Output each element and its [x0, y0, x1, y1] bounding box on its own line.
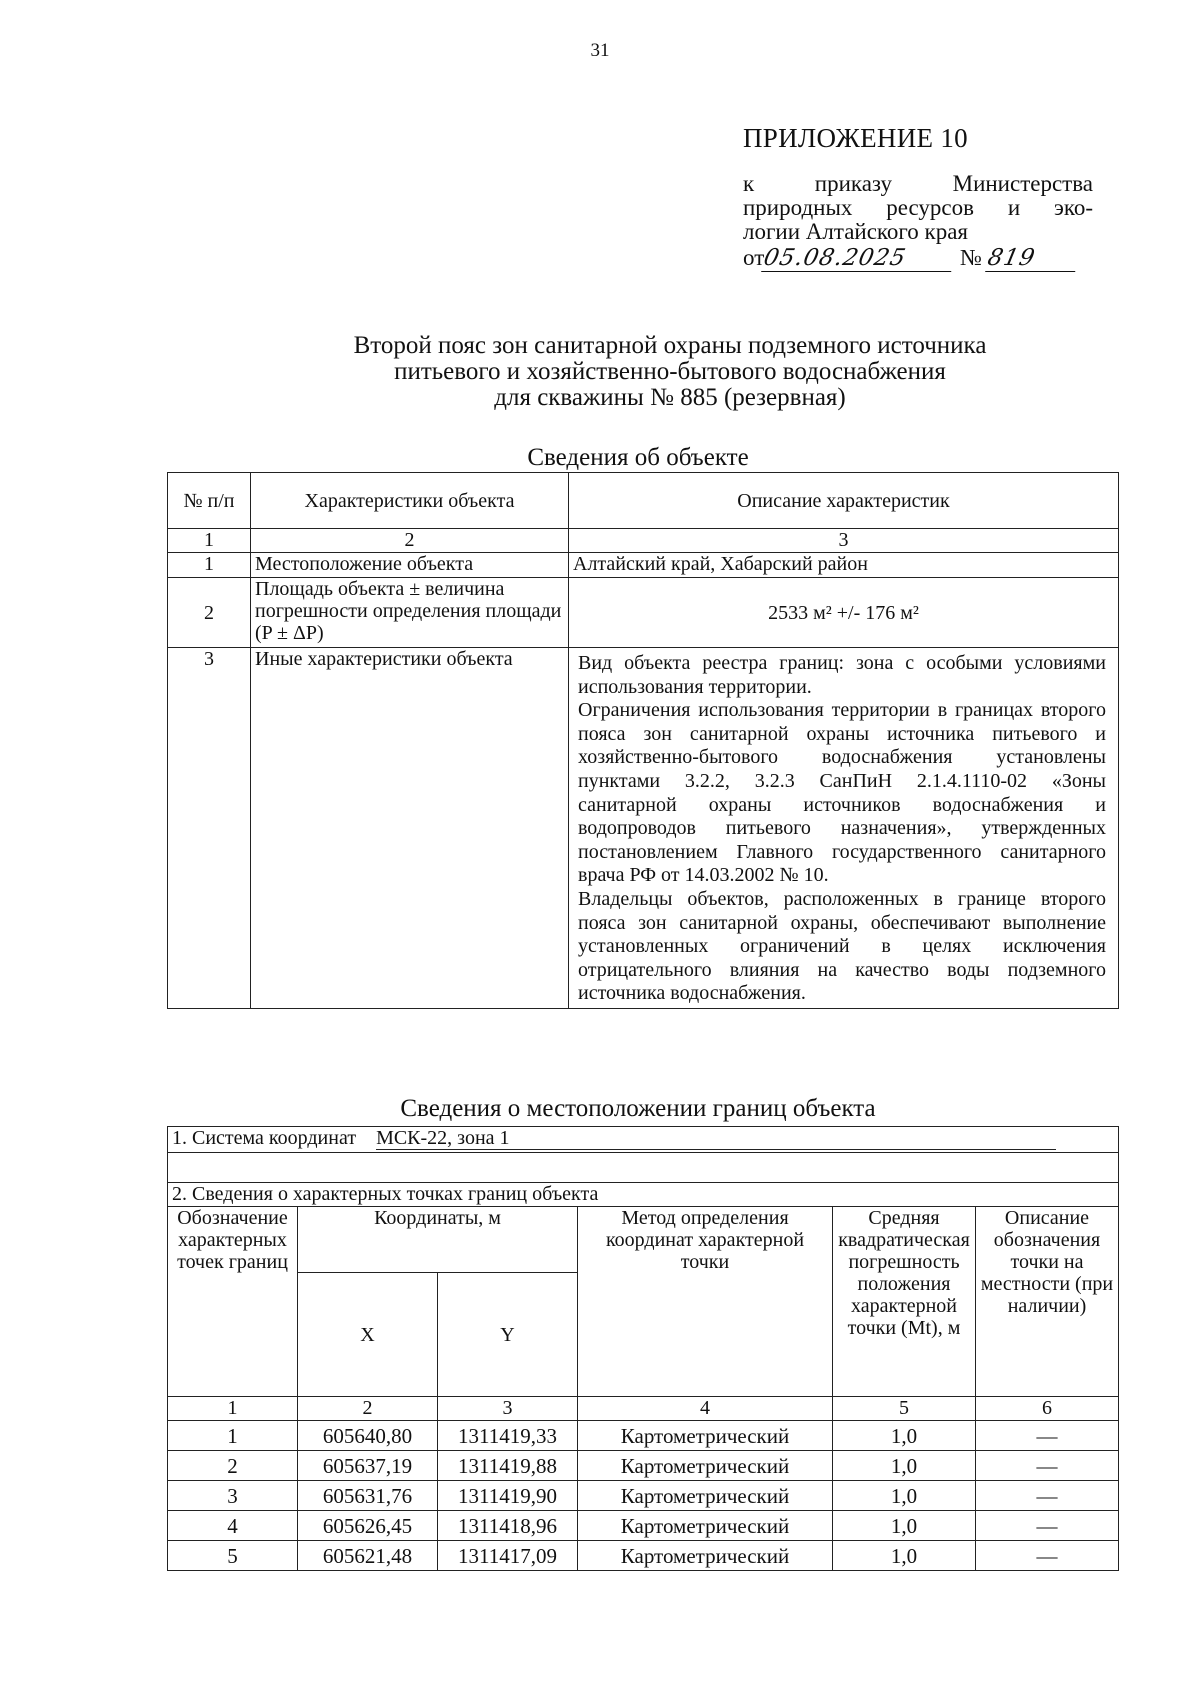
point-mt: 1,0 — [833, 1421, 976, 1451]
header-error: Средняя квадратическая погрешность положения характерной точки (Mt), м — [833, 1207, 976, 1397]
order-reference — [743, 172, 1093, 244]
col-number: 6 — [976, 1397, 1119, 1421]
table-row — [168, 1451, 1119, 1481]
date-prefix: от — [743, 245, 765, 270]
table-row — [168, 1421, 1119, 1451]
description-paragraph: Владельцы объектов, расположенных в границе второго пояса зон санитарной охраны, обеспечивают выполнение установленных ограничений в целях исключения отрицательного влияния на качество воды подземного источника водоснабжения. — [578, 887, 1106, 1005]
point-mt: 1,0 — [833, 1481, 976, 1511]
table-row — [168, 1541, 1119, 1571]
point-method: Картометрический — [578, 1421, 833, 1451]
col-number: 5 — [833, 1397, 976, 1421]
point-mt: 1,0 — [833, 1511, 976, 1541]
table-row — [168, 1481, 1119, 1511]
points-section-row — [168, 1183, 1119, 1207]
point-y: 1311417,09 — [438, 1541, 578, 1571]
coord-system-label: 1. Система координат — [172, 1127, 357, 1149]
point-id: 3 — [168, 1481, 298, 1511]
order-line-1: к приказу Министерства — [743, 171, 1093, 196]
point-x: 605640,80 — [298, 1421, 438, 1451]
point-x: 605631,76 — [298, 1481, 438, 1511]
point-desc: — — [976, 1421, 1119, 1451]
col-number: 2 — [298, 1397, 438, 1421]
handwritten-number: 819 — [985, 245, 1081, 272]
title-line-1: Второй пояс зон санитарной охраны подземного источника — [353, 332, 987, 359]
point-y: 1311419,90 — [438, 1481, 578, 1511]
row-number: 3 — [168, 648, 251, 1009]
boundaries-table — [167, 1126, 1119, 1571]
boundaries-caption: Сведения о местоположении границ объекта — [400, 1095, 876, 1122]
point-method: Картометрический — [578, 1451, 833, 1481]
point-y: 1311418,96 — [438, 1511, 578, 1541]
point-desc: — — [976, 1481, 1119, 1511]
row-value: 2533 м² +/- 176 м² — [569, 578, 1119, 648]
point-mt: 1,0 — [833, 1451, 976, 1481]
spacer-cell — [168, 1153, 1119, 1183]
coord-system-value: МСК-22, зона 1 — [376, 1127, 1056, 1150]
point-method: Картометрический — [578, 1481, 833, 1511]
point-id: 1 — [168, 1421, 298, 1451]
appendix-title: ПРИЛОЖЕНИЕ 10 — [743, 123, 968, 153]
header-x: X — [298, 1273, 438, 1397]
coord-system-row — [168, 1127, 1119, 1153]
col-number: 2 — [251, 529, 569, 553]
table-row — [168, 553, 1119, 578]
header-coords: Координаты, м — [298, 1207, 578, 1273]
table-row — [168, 1511, 1119, 1541]
point-mt: 1,0 — [833, 1541, 976, 1571]
column-number-row — [168, 529, 1119, 553]
page-number: 31 — [590, 40, 610, 61]
table-header-row — [168, 473, 1119, 529]
point-x: 605637,19 — [298, 1451, 438, 1481]
table-row — [168, 578, 1119, 648]
header-method: Метод определения координат характерной точки — [578, 1207, 833, 1397]
row-value: Алтайский край, Хабарский район — [569, 553, 1119, 578]
header-y: Y — [438, 1273, 578, 1397]
handwritten-date: 05.08.2025 — [761, 245, 957, 272]
number-prefix: № — [960, 245, 982, 270]
header-description: Описание характеристик — [569, 473, 1119, 529]
order-line-3: логии Алтайского края — [743, 219, 969, 244]
point-id: 5 — [168, 1541, 298, 1571]
header-characteristic: Характеристики объекта — [251, 473, 569, 529]
col-number: 1 — [168, 529, 251, 553]
header-number: № п/п — [168, 473, 251, 529]
row-number: 1 — [168, 553, 251, 578]
order-date-line — [743, 245, 1078, 272]
point-y: 1311419,33 — [438, 1421, 578, 1451]
col-number: 4 — [578, 1397, 833, 1421]
point-x: 605621,48 — [298, 1541, 438, 1571]
table-row — [168, 648, 1119, 1009]
spacer-row — [168, 1153, 1119, 1183]
document-title — [200, 333, 1140, 411]
description-paragraph: Ограничения использования территории в границах второго пояса зон санитарной охраны источника питьевого и хозяйственно-бытового водоснабжения установлены пунктами 3.2.2, 3.2.3 СанПиН 2.1.4.1110-02 «Зоны санитарной охраны источников водоснабжения и водопроводов питьевого назначения», утвержденных постановлением Главного государственного санитарного врача РФ от 14.03.2002 № 10. — [578, 699, 1106, 887]
point-id: 4 — [168, 1511, 298, 1541]
object-info-table — [167, 472, 1119, 1009]
boundaries-header-row — [168, 1207, 1119, 1273]
object-info-caption: Сведения об объекте — [527, 444, 749, 471]
header-desc: Описание обозначения точки на местности (при наличии) — [976, 1207, 1119, 1397]
point-method: Картометрический — [578, 1541, 833, 1571]
point-x: 605626,45 — [298, 1511, 438, 1541]
row-description — [569, 648, 1119, 1009]
col-number: 3 — [438, 1397, 578, 1421]
coord-system-cell — [168, 1127, 1119, 1153]
title-line-3: для скважины № 885 (резервная) — [494, 384, 846, 411]
point-id: 2 — [168, 1451, 298, 1481]
order-line-2: природных ресурсов и эко- — [743, 195, 1093, 220]
row-characteristic: Площадь объекта ± величина погрешности определения площади (P ± ΔP) — [251, 578, 569, 648]
description-paragraph: Вид объекта реестра границ: зона с особыми условиями использования территории. — [578, 652, 1106, 698]
row-characteristic: Иные характеристики объекта — [251, 648, 569, 1009]
point-y: 1311419,88 — [438, 1451, 578, 1481]
point-desc: — — [976, 1451, 1119, 1481]
point-desc: — — [976, 1541, 1119, 1571]
row-number: 2 — [168, 578, 251, 648]
col-number: 1 — [168, 1397, 298, 1421]
points-section-title: 2. Сведения о характерных точках границ объекта — [168, 1183, 1119, 1207]
point-desc: — — [976, 1511, 1119, 1541]
point-method: Картометрический — [578, 1511, 833, 1541]
header-point: Обозначение характерных точек границ — [168, 1207, 298, 1397]
col-number: 3 — [569, 529, 1119, 553]
row-characteristic: Местоположение объекта — [251, 553, 569, 578]
column-number-row — [168, 1397, 1119, 1421]
title-line-2: питьевого и хозяйственно-бытового водоснабжения — [394, 358, 946, 385]
